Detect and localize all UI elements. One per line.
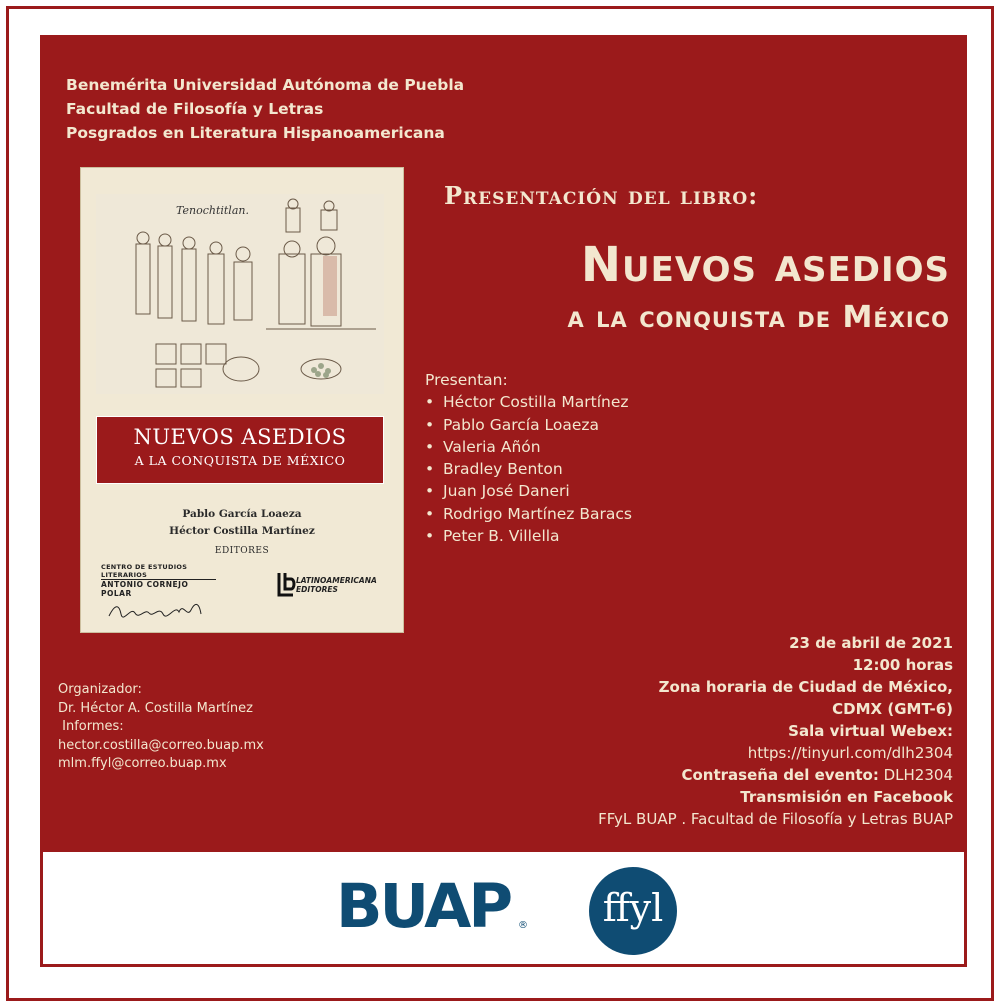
cover-title-band <box>96 416 384 484</box>
event-details <box>413 632 953 830</box>
organizer-section <box>58 681 264 774</box>
poster-panel <box>40 35 967 849</box>
book-subtitle: a la conquista de México <box>567 300 950 335</box>
presenter-item: • Valeria Añón <box>425 436 632 458</box>
publisher-name <box>296 576 377 594</box>
password-row <box>413 764 953 786</box>
cover-editor-1: Pablo García Loaeza <box>182 508 302 520</box>
presenters-list <box>425 391 632 547</box>
event-date: 23 de abril de 2021 <box>789 634 953 652</box>
university-name: Benemérita Universidad Autónoma de Puebla <box>66 76 465 94</box>
ffyl-logo: ffyl <box>589 867 677 955</box>
cover-editors <box>81 506 403 560</box>
presenter-item: • Pablo García Loaeza <box>425 414 632 436</box>
presenter-item: • Juan José Daneri <box>425 480 632 502</box>
event-timezone-1: Zona horaria de Ciudad de México, <box>658 678 953 696</box>
cover-title: NUEVOS ASEDIOS <box>133 425 347 449</box>
event-time: 12:00 horas <box>852 656 953 674</box>
facebook-label: Transmisión en Facebook <box>740 788 953 806</box>
presentation-label: Presentación del libro: <box>444 181 759 210</box>
cover-subtitle: A LA CONQUISTA DE MÉXICO <box>134 453 346 468</box>
password-value: DLH2304 <box>883 766 953 784</box>
presenters-label: Presentan: <box>425 371 508 389</box>
footer-logos <box>40 849 967 967</box>
cover-editors-label: EDITORES <box>214 546 270 556</box>
email-link-1[interactable]: hector.costilla@correo.buap.mx <box>58 737 264 753</box>
publisher-line1: LATINOAMERICANA <box>296 576 377 585</box>
info-label: Informes: <box>58 719 124 734</box>
email-link-2[interactable]: mlm.ffyl@correo.buap.mx <box>58 756 227 771</box>
facebook-page-link[interactable]: FFyL BUAP . Facultad de Filosofía y Letras BUAP <box>598 810 953 828</box>
presenter-item: • Rodrigo Martínez Baracs <box>425 503 632 525</box>
organizer-label: Organizador: <box>58 682 142 697</box>
center-logo-line2: ANTONIO CORNEJO POLAR <box>101 580 189 598</box>
cover-editor-2: Héctor Costilla Martínez <box>169 525 315 537</box>
webex-url-link[interactable]: https://tinyurl.com/dlh2304 <box>747 744 953 762</box>
signature-icon <box>101 598 216 624</box>
book-cover <box>80 167 404 633</box>
event-timezone-2: CDMX (GMT-6) <box>832 700 953 718</box>
art-caption: Tenochtitlan. <box>176 204 249 217</box>
book-title: Nuevos asedios <box>580 237 950 293</box>
codex-illustration-icon <box>96 194 384 394</box>
presenter-item: • Peter B. Villella <box>425 525 632 547</box>
publisher-mark-icon <box>276 571 296 599</box>
buap-registered-mark: ® <box>518 920 528 931</box>
presenter-item: • Héctor Costilla Martínez <box>425 391 632 413</box>
center-logo-line1: CENTRO DE ESTUDIOS LITERARIOS <box>101 563 216 580</box>
publisher-line2: EDITORES <box>296 585 338 594</box>
presenter-item: • Bradley Benton <box>425 458 632 480</box>
buap-logo: BUAP <box>336 871 511 942</box>
cover-illustration <box>96 194 384 394</box>
organizer-name: Dr. Héctor A. Costilla Martínez <box>58 700 253 716</box>
publisher-logo <box>276 571 396 603</box>
center-logo <box>101 563 216 628</box>
program-name: Posgrados en Literatura Hispanoamericana <box>66 124 445 142</box>
faculty-name: Facultad de Filosofía y Letras <box>66 100 324 118</box>
webex-label: Sala virtual Webex: <box>788 722 953 740</box>
presenters-section <box>425 369 632 547</box>
password-label: Contraseña del evento: <box>681 766 879 784</box>
institution-header <box>66 73 464 145</box>
